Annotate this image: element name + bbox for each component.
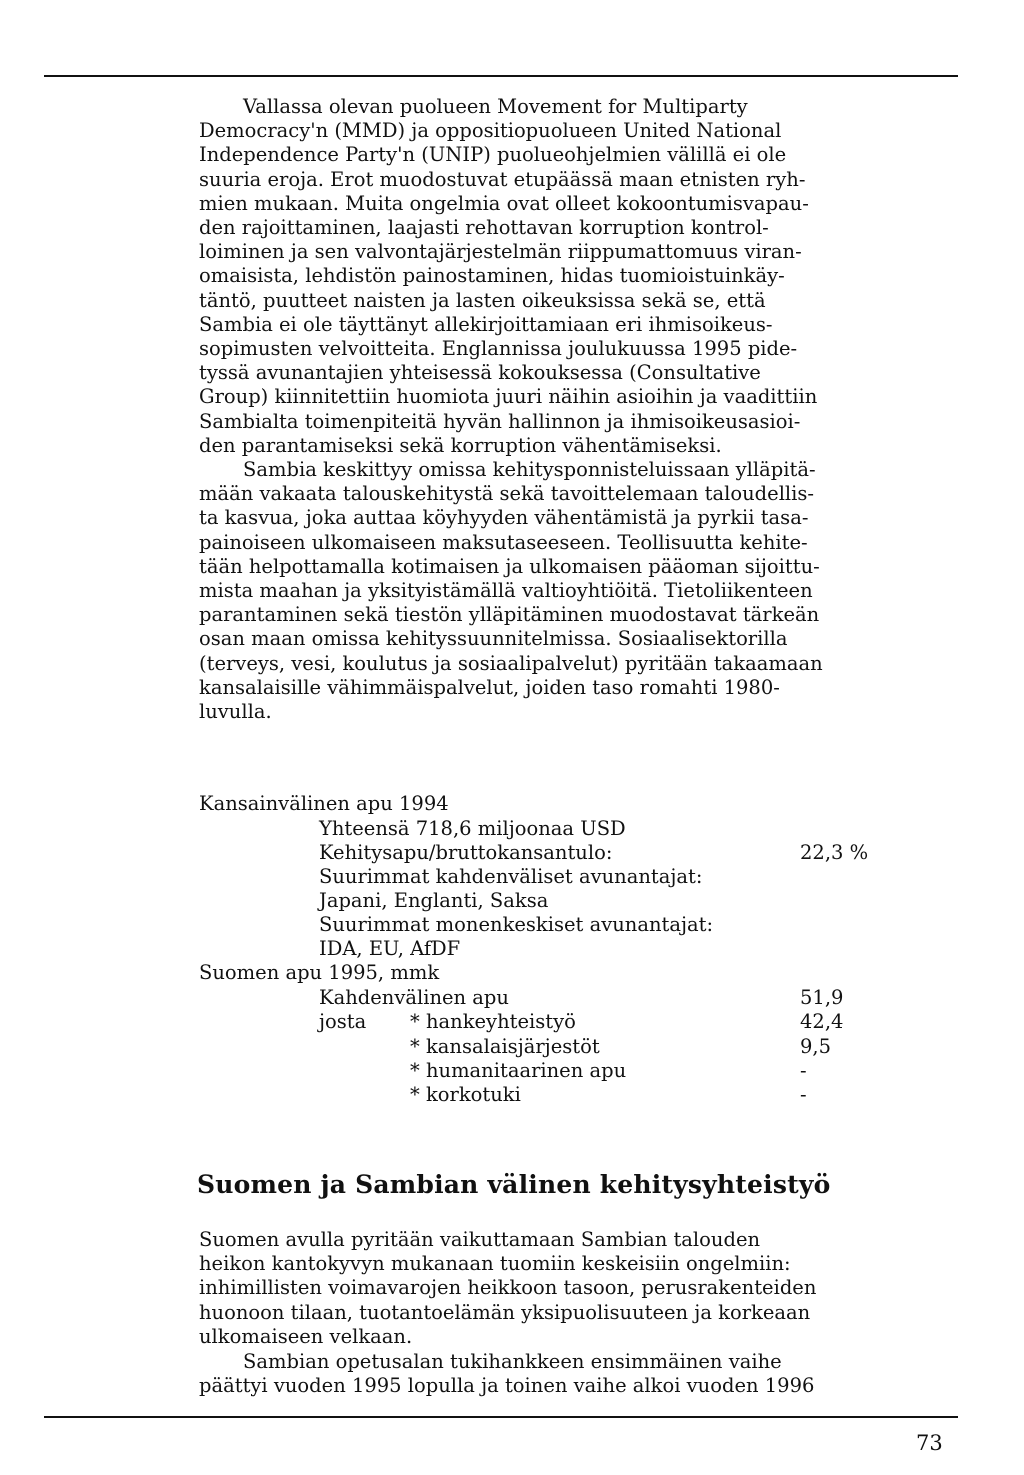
aid-item-label: * hankeyhteistyö	[410, 1010, 576, 1033]
text-line: mään vakaata talouskehitystä sekä tavoittelemaan taloudellis-	[199, 482, 815, 506]
text-line: Independence Party'n (UNIP) puolueohjelmien välillä ei ole	[199, 143, 787, 167]
aid-bilateral-label: Suurimmat kahdenväliset avunantajat:	[319, 865, 703, 888]
text-line: huonoon tilaan, tuotantoelämän yksipuolisuuteen ja korkeaan	[199, 1300, 811, 1324]
text-line: heikon kantokyvyn mukanaan tuomiin keskeisiin ongelmiin:	[199, 1252, 791, 1276]
aid-multilateral-donors: IDA, EU, AfDF	[319, 937, 461, 960]
text-line: mista maahan ja yksityistämällä valtioyhtiöitä. Tietoliikenteen	[199, 579, 813, 603]
text-line: sopimusten velvoitteita. Englannissa joulukuussa 1995 pide-	[199, 337, 798, 361]
text-line: Sambia keskittyy omissa kehitysponnisteluissaan ylläpitä-	[243, 458, 816, 481]
aid-multilateral-label: Suurimmat monenkeskiset avunantajat:	[319, 913, 714, 936]
aid-title: Kansainvälinen apu 1994	[199, 792, 449, 815]
text-line: den parantamiseksi sekä korruption vähentämiseksi.	[199, 433, 722, 457]
text-line: Sambian opetusalan tukihankkeen ensimmäinen vaihe	[243, 1350, 782, 1373]
bilateral-aid-value: 51,9	[800, 986, 844, 1009]
text-line: täntö, puutteet naisten ja lasten oikeuksissa sekä se, että	[199, 288, 766, 312]
text-line: Suomen avulla pyritään vaikuttamaan Sambian talouden	[199, 1228, 761, 1251]
text-line: parantaminen sekä tiestön ylläpitäminen muodostavat tärkeän	[199, 603, 820, 627]
text-line: Democracy'n (MMD) ja oppositiopuolueen United National	[199, 119, 782, 143]
text-line: luvulla.	[199, 700, 272, 724]
text-line: ulkomaiseen velkaan.	[199, 1324, 413, 1348]
paragraph-economy	[199, 458, 899, 724]
aid-item-label: * korkotuki	[410, 1083, 521, 1106]
paragraph-politics	[199, 95, 899, 458]
text-line: Sambialta toimenpiteitä hyvän hallinnon ja ihmisoikeusasioi-	[199, 409, 801, 433]
text-line: osan maan omissa kehityssuunnitelmissa. Sosiaalisektorilla	[199, 627, 788, 651]
aid-item-label: * humanitaarinen apu	[410, 1059, 627, 1082]
aid-total: Yhteensä 718,6 miljoonaa USD	[319, 817, 626, 840]
text-line: Vallassa olevan puolueen Movement for Multiparty	[243, 95, 748, 118]
paragraph-cooperation	[199, 1228, 899, 1349]
bottom-rule	[44, 1416, 958, 1418]
aid-item-value: -	[800, 1059, 807, 1082]
text-line: Group) kiinnitettiin huomiota juuri näihin asioihin ja vaadittiin	[199, 385, 818, 409]
bilateral-aid-label: Kahdenvälinen apu	[319, 986, 509, 1009]
text-line: mien mukaan. Muita ongelmia ovat olleet kokoontumisvapau-	[199, 191, 809, 215]
aid-item-value: -	[800, 1083, 807, 1106]
text-line: suuria eroja. Erot muodostuvat etupäässä maan etnisten ryh-	[199, 167, 806, 191]
section-heading: Suomen ja Sambian välinen kehitysyhteistyö	[197, 1170, 831, 1199]
text-line: Sambia ei ole täyttänyt allekirjoittamiaan eri ihmisoikeus-	[199, 312, 773, 336]
top-rule	[44, 75, 958, 77]
aid-ratio-label: Kehitysapu/bruttokansantulo:	[319, 841, 613, 864]
text-line: loiminen ja sen valvontajärjestelmän riippumattomuus viran-	[199, 240, 802, 264]
of-which-label: josta	[319, 1010, 367, 1033]
aid-bilateral-donors: Japani, Englanti, Saksa	[319, 889, 549, 912]
aid-item-value: 42,4	[800, 1010, 844, 1033]
text-line: den rajoittaminen, laajasti rehottavan korruption kontrol-	[199, 216, 769, 240]
page-number: 73	[916, 1431, 943, 1455]
text-line: tään helpottamalla kotimaisen ja ulkomaisen pääoman sijoittu-	[199, 554, 820, 578]
aid-item-label: * kansalaisjärjestöt	[410, 1035, 600, 1058]
text-line: päättyi vuoden 1995 lopulla ja toinen vaihe alkoi vuoden 1996	[199, 1374, 815, 1398]
aid-ratio-value: 22,3 %	[800, 841, 869, 864]
paragraph-education	[199, 1350, 899, 1398]
text-line: inhimillisten voimavarojen heikkoon tasoon, perusrakenteiden	[199, 1276, 817, 1300]
text-line: (terveys, vesi, koulutus ja sosiaalipalvelut) pyritään takaamaan	[199, 651, 823, 675]
text-line: ta kasvua, joka auttaa köyhyyden vähentämistä ja pyrkii tasa-	[199, 506, 809, 530]
text-line: painoiseen ulkomaiseen maksutaseeseen. Teollisuutta kehite-	[199, 530, 808, 554]
text-line: kansalaisille vähimmäispalvelut, joiden taso romahti 1980-	[199, 675, 780, 699]
aid-item-value: 9,5	[800, 1035, 832, 1058]
text-line: tyssä avunantajien yhteisessä kokouksessa (Consultative	[199, 361, 761, 385]
text-line: omaisista, lehdistön painostaminen, hidas tuomioistuinkäy-	[199, 264, 785, 288]
finland-aid-title: Suomen apu 1995, mmk	[199, 961, 440, 984]
